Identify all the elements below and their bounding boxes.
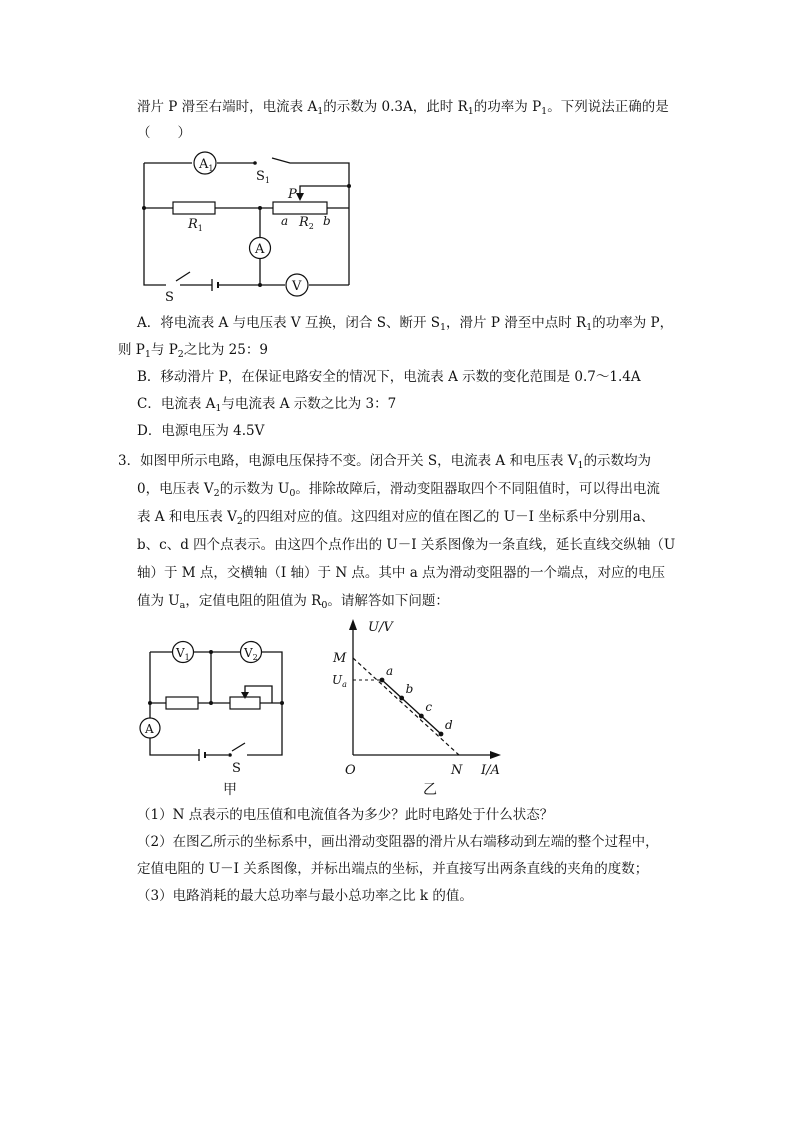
q3-origin-label: O bbox=[345, 763, 356, 778]
q3-extended-line-dashed bbox=[353, 658, 459, 755]
q2-a-label: A bbox=[255, 242, 265, 257]
q3-point-b bbox=[399, 696, 404, 701]
q3-circuit-caption: 甲 bbox=[223, 782, 237, 798]
q2-option-d: D．电源电压为 4.5V bbox=[137, 423, 265, 439]
q2-r2-label: $R_2$ bbox=[299, 215, 314, 231]
q3-stem-line5: 轴）于 M 点，交横轴（I 轴）于 N 点。其中 a 点为滑动变阻器的一个端点，对应的电压 bbox=[137, 565, 666, 581]
q3-sub-question-3: （3）电路消耗的最大总功率与最小总功率之比 k 的值。 bbox=[137, 888, 473, 904]
q3-graph-points bbox=[380, 664, 453, 736]
q3-stem-line6: 值为 $U_a$，定值电阻的阻值为 $R_0$。请解答如下问题： bbox=[137, 593, 449, 611]
q2-v-label: V bbox=[292, 279, 302, 294]
q2-option-c: C．电流表 $A_1$与电流表 A 示数之比为 3：7 bbox=[137, 396, 397, 414]
q3-sub-question-1: （1）N 点表示的电压值和电流值各为多少？此时电路处于什么状态？ bbox=[137, 807, 554, 823]
q2-a-end-label: a bbox=[281, 214, 289, 228]
q3-v1-label: $V_1$ bbox=[176, 646, 190, 662]
q2-s1-label: $S_1$ bbox=[256, 169, 270, 185]
q3-i-axis-label: I/A bbox=[481, 763, 500, 778]
q2-a1-label: $A_1$ bbox=[199, 157, 214, 173]
q3-v2-label: $V_2$ bbox=[244, 646, 258, 662]
q3-point-d bbox=[439, 732, 444, 737]
q2-p-label: P bbox=[288, 187, 297, 202]
q3-a-label: A bbox=[145, 722, 154, 736]
q3-s-label: S bbox=[232, 761, 241, 776]
q3-point-c bbox=[419, 714, 424, 719]
q2-stem-line1: 滑片 P 滑至右端时，电流表 $A_1$的示数为 0.3A，此时 $R_1$的功率为 $P_1$。下列说法正确的是 bbox=[137, 99, 669, 117]
q2-answer-blank: （ ） bbox=[137, 125, 191, 141]
q3-u-axis-label: U/V bbox=[368, 620, 393, 635]
q3-stem-line3: 表 A 和电压表 $V_2$的四组对应的值。这四组对应的值在图乙的 U－I 坐标系中分别用a、 bbox=[137, 509, 655, 527]
q2-option-b: B．移动滑片 P，在保证电路安全的情况下，电流表 A 示数的变化范围是 0.7～1.4A bbox=[137, 369, 641, 385]
q3-stem-line1: 3．如图甲所示电路，电源电压保持不变。闭合开关 S，电流表 A 和电压表 $V_1$的示数均为 bbox=[118, 453, 652, 471]
q2-option-a-line2: 则 $P_1$与 $P_2$之比为 25：9 bbox=[118, 342, 268, 360]
q3-graph-caption: 乙 bbox=[423, 782, 437, 798]
q3-n-label: N bbox=[451, 763, 463, 778]
q3-i-axis-arrow bbox=[490, 751, 501, 759]
q3-stem-line2: 0，电压表 $V_2$的示数为 $U_0$。排除故障后，滑动变阻器取四个不同阻值时，可以得出电流 bbox=[137, 481, 660, 499]
q3-stem-line4: b、c、d 四个点表示。由这四个点作出的 U－I 关系图像为一条直线，延长直线交纵轴（U bbox=[137, 537, 676, 553]
q2-s-label: S bbox=[165, 290, 174, 305]
q3-sub-question-2-line2: 定值电阻的 U－I 关系图像，并标出端点的坐标，并直接写出两条直线的夹角的度数； bbox=[137, 861, 649, 877]
q3-point-label-d: d bbox=[445, 718, 453, 732]
q2-b-end-label: b bbox=[323, 214, 331, 228]
q3-point-label-a: a bbox=[386, 664, 394, 678]
q3-u-axis-arrow bbox=[349, 619, 357, 630]
q2-option-a-line1: A．将电流表 A 与电压表 V 互换，闭合 S、断开 $S_1$，滑片 P 滑至中点时 $R_1$的功率为 P， bbox=[137, 315, 674, 333]
q3-point-label-b: b bbox=[405, 682, 414, 696]
q3-point-a bbox=[380, 678, 385, 683]
q3-sub-question-2-line1: （2）在图乙所示的坐标系中，画出滑动变阻器的滑片从右端移动到左端的整个过程中， bbox=[137, 834, 659, 850]
q3-m-label: M bbox=[333, 651, 347, 666]
q3-point-label-c: c bbox=[425, 700, 433, 714]
q3-ua-label: $U_a$ bbox=[332, 673, 347, 689]
q2-r1-label: $R_1$ bbox=[188, 217, 203, 233]
